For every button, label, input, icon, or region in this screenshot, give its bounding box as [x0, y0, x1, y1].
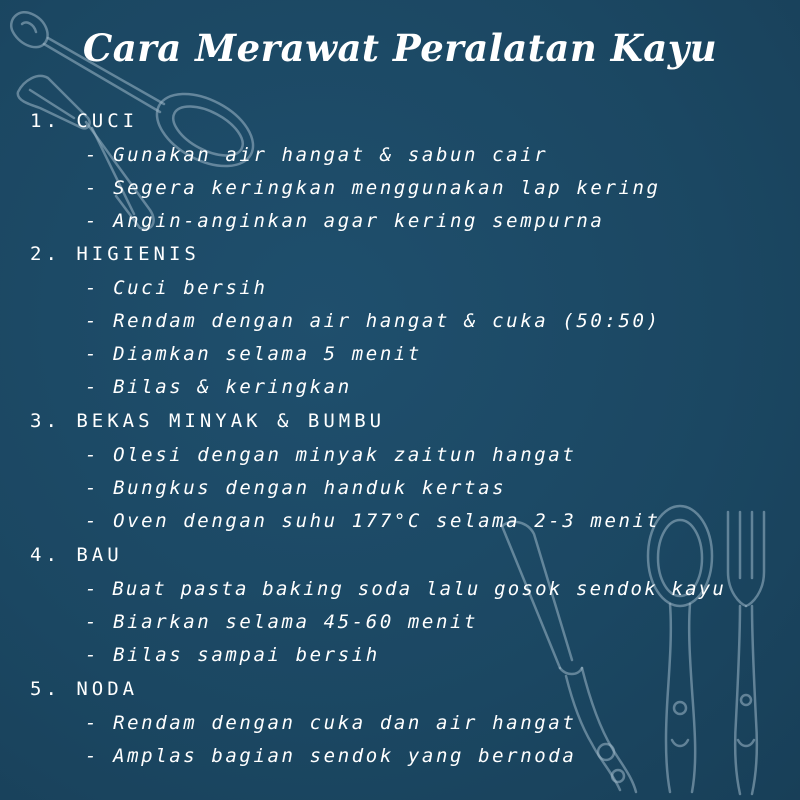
list-item: - Segera keringkan menggunakan lap kering	[85, 177, 661, 199]
list-item: - Rendam dengan air hangat & cuka (50:50)	[85, 310, 661, 332]
list-item: - Bilas sampai bersih	[85, 644, 380, 666]
list-item: - Bilas & keringkan	[85, 376, 352, 398]
list-item: - Cuci bersih	[85, 277, 268, 299]
list-item: - Oven dengan suhu 177°C selama 2-3 menit	[85, 510, 661, 532]
section-heading-higienis: 2. HIGIENIS	[30, 243, 200, 265]
list-item: - Biarkan selama 45-60 menit	[85, 611, 479, 633]
list-item: - Diamkan selama 5 menit	[85, 343, 422, 365]
list-item: - Angin-anginkan agar kering sempurna	[85, 210, 605, 232]
fork-icon	[728, 512, 764, 794]
list-item: - Buat pasta baking soda lalu gosok sendok kayu	[85, 578, 727, 600]
list-item: - Amplas bagian sendok yang bernoda	[85, 745, 577, 767]
section-heading-bau: 4. BAU	[30, 544, 123, 566]
section-heading-cuci: 1. CUCI	[30, 110, 139, 132]
list-item: - Bungkus dengan handuk kertas	[85, 477, 507, 499]
list-item: - Gunakan air hangat & sabun cair	[85, 144, 549, 166]
page-title: Cara Merawat Peralatan Kayu	[82, 26, 718, 70]
spoon-icon	[648, 506, 712, 792]
section-heading-noda: 5. NODA	[30, 678, 139, 700]
list-item: - Olesi dengan minyak zaitun hangat	[85, 444, 577, 466]
list-item: - Rendam dengan cuka dan air hangat	[85, 712, 577, 734]
section-heading-bekas-minyak: 3. BEKAS MINYAK & BUMBU	[30, 410, 386, 432]
